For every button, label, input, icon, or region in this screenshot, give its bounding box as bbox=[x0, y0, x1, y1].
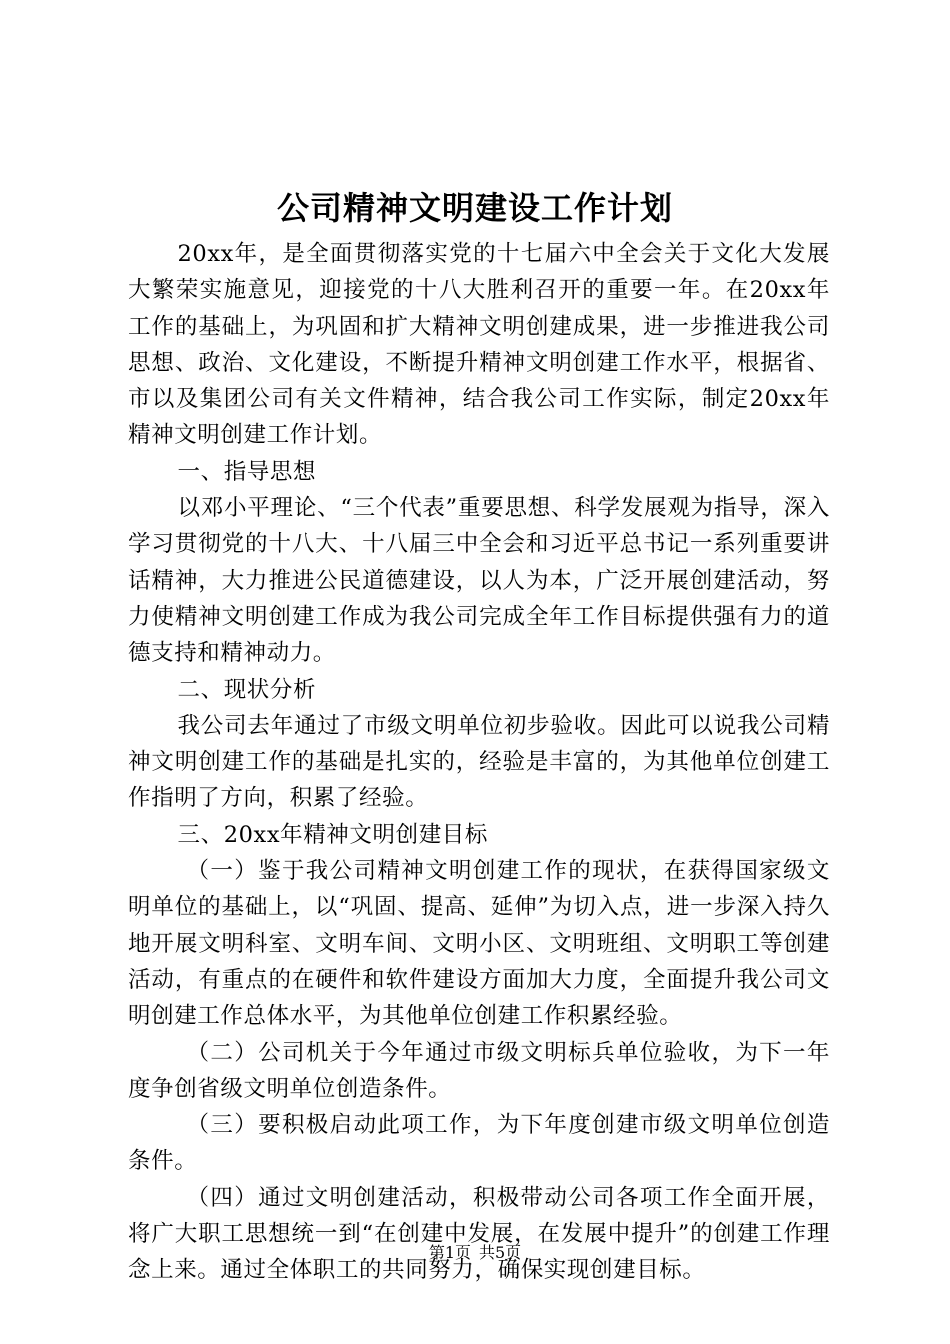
intro-paragraph: 20xx年，是全面贯彻落实党的十七届六中全会关于文化大发展大繁荣实施意见，迎接党的十八大胜利召开的重要一年。在20xx年工作的基础上，为巩固和扩大精神文明创建成果，进一步推进我公司思想、政治、文化建设，不断提升精神文明创建工作水平，根据省、市以及集团公司有关文件精神，结合我公司工作实际，制定20xx年精神文明创建工作计划。 bbox=[128, 241, 830, 449]
section-heading-goals: 三、20xx年精神文明创建目标 bbox=[177, 821, 489, 848]
status-analysis-paragraph: 我公司去年通过了市级文明单位初步验收。因此可以说我公司精神文明创建工作的基础是扎实的，经验是丰富的，为其他单位创建工作指明了方向，积累了经验。 bbox=[128, 712, 830, 812]
page-number: 第1页 bbox=[428, 1243, 471, 1262]
document-title: 公司精神文明建设工作计划 bbox=[276, 189, 673, 227]
guiding-ideology-paragraph: 以邓小平理论、“三个代表”重要思想、科学发展观为指导，深入学习贯彻党的十八大、十八届三中全会和习近平总书记一系列重要讲话精神，大力推进公民道德建设，以人为本，广泛开展创建活动，努力使精神文明创建工作成为我公司完成全年工作目标提供强有力的道德支持和精神动力。 bbox=[128, 495, 830, 667]
section-heading-guiding-ideology: 一、指导思想 bbox=[177, 458, 317, 485]
goal-item-4: （四）通过文明创建活动，积极带动公司各项工作全面开展，将广大职工思想统一到“在创建中发展，在发展中提升”的创建工作理念上来。通过全体职工的共同努力，确保实现创建目标。 bbox=[128, 1184, 830, 1284]
section-heading-status-analysis: 二、现状分析 bbox=[177, 676, 317, 703]
document-body bbox=[128, 236, 830, 1289]
goal-item-1: （一）鉴于我公司精神文明创建工作的现状，在获得国家级文明单位的基础上，以“巩固、提高、延伸”为切入点，进一步深入持久地开展文明科室、文明车间、文明小区、文明班组、文明职工等创建活动，有重点的在硬件和软件建设方面加大力度，全面提升我公司文明创建工作总体水平，为其他单位创建工作积累经验。 bbox=[128, 858, 830, 1030]
goal-item-3: （三）要积极启动此项工作，为下年度创建市级文明单位创造条件。 bbox=[128, 1112, 830, 1175]
goal-item-2: （二）公司机关于今年通过市级文明标兵单位验收，为下一年度争创省级文明单位创造条件。 bbox=[128, 1039, 830, 1102]
page-footer bbox=[0, 1242, 950, 1264]
page-total: 共5页 bbox=[479, 1243, 522, 1262]
